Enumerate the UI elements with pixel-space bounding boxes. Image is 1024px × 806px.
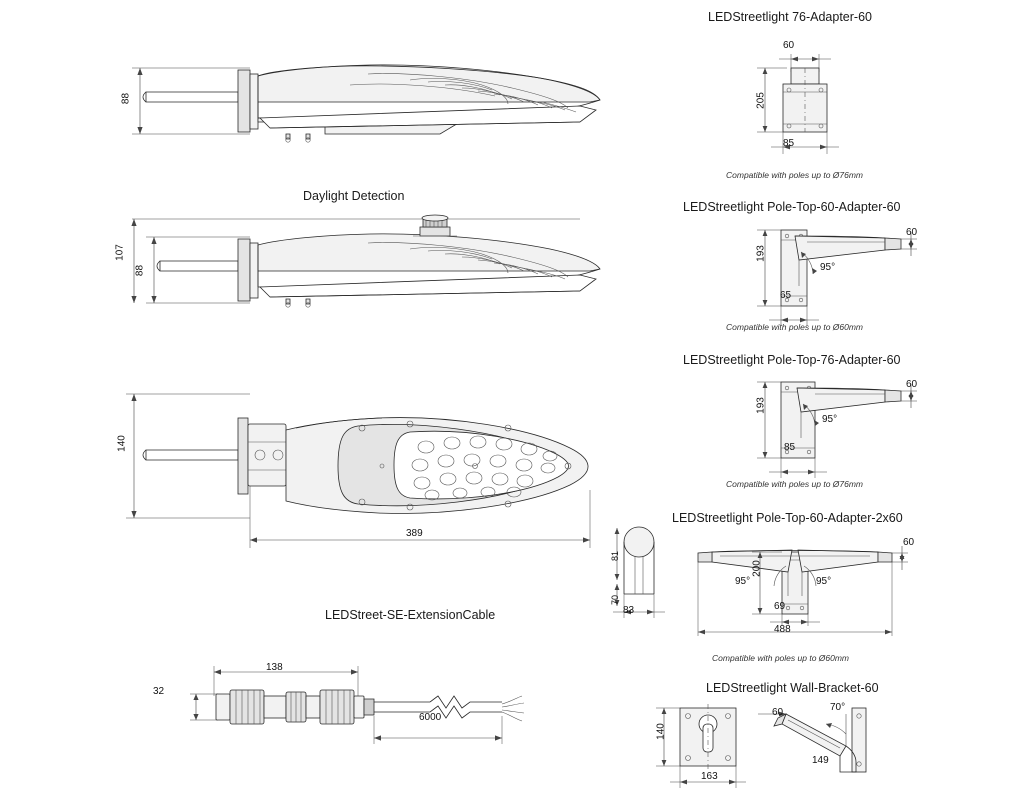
drawing-pole-top-60-adapter-60 bbox=[735, 222, 925, 332]
dim-section-70: 70 bbox=[610, 595, 620, 606]
dim-a4-200: 200 bbox=[751, 560, 763, 577]
dim-a3-60: 60 bbox=[906, 379, 918, 390]
note-pole-top-76-adapter-60: Compatible with poles up to Ø76mm bbox=[726, 479, 864, 489]
title-wall-bracket-60: LEDStreetlight Wall-Bracket-60 bbox=[706, 681, 879, 695]
dim-a4-angle-95-left: 95° bbox=[735, 576, 751, 587]
dim-a4-488: 488 bbox=[774, 624, 791, 635]
dim-section-83: 83 bbox=[623, 605, 635, 616]
drawing-wall-bracket-60 bbox=[640, 700, 900, 800]
dim-a3-angle-95: 95° bbox=[822, 414, 838, 425]
dim-cable-6000: 6000 bbox=[419, 712, 442, 723]
dim-a2-60: 60 bbox=[906, 227, 918, 238]
dim-a5-163: 163 bbox=[701, 771, 718, 782]
note-pole-top-60-adapter-2x60: Compatible with poles up to Ø60mm bbox=[712, 653, 850, 663]
dim-a5-60: 60 bbox=[772, 707, 784, 718]
dim-a5-149: 149 bbox=[812, 755, 829, 766]
note-adapter-76-60: Compatible with poles up to Ø76mm bbox=[726, 170, 864, 180]
title-daylight-detection: Daylight Detection bbox=[303, 189, 405, 203]
side-view-daylight bbox=[110, 205, 630, 330]
drawing-pole-top-60-adapter-2x60 bbox=[690, 530, 930, 640]
dim-a2-angle-95: 95° bbox=[820, 262, 836, 273]
top-view bbox=[110, 380, 630, 565]
dim-a1-85: 85 bbox=[783, 138, 795, 149]
title-adapter-76-60: LEDStreetlight 76-Adapter-60 bbox=[708, 10, 872, 24]
dim-cable-138: 138 bbox=[266, 662, 283, 673]
dim-section-81: 81 bbox=[610, 551, 620, 562]
dim-a3-85: 85 bbox=[784, 442, 796, 453]
title-pole-top-60-adapter-2x60: LEDStreetlight Pole-Top-60-Adapter-2x60 bbox=[672, 511, 903, 525]
title-pole-top-60-adapter-60: LEDStreetlight Pole-Top-60-Adapter-60 bbox=[683, 200, 901, 214]
extension-cable-view bbox=[130, 640, 530, 760]
dim-a2-193: 193 bbox=[755, 245, 767, 262]
side-view-standard bbox=[110, 30, 630, 150]
dim-side-height-88: 88 bbox=[120, 92, 132, 105]
dim-a5-140: 140 bbox=[655, 723, 667, 740]
dim-top-width-140: 140 bbox=[116, 435, 128, 452]
dim-daylight-height-107: 107 bbox=[114, 244, 126, 261]
dim-a2-65: 65 bbox=[780, 290, 792, 301]
dim-daylight-height-88: 88 bbox=[134, 264, 146, 277]
dim-top-length-389: 389 bbox=[406, 528, 423, 539]
dim-a1-60: 60 bbox=[783, 40, 795, 51]
title-extension-cable: LEDStreet-SE-ExtensionCable bbox=[325, 608, 496, 622]
dim-a4-69: 69 bbox=[774, 601, 786, 612]
dim-a3-193: 193 bbox=[755, 397, 767, 414]
drawing-pole-top-76-adapter-60 bbox=[735, 374, 925, 484]
dim-cable-32: 32 bbox=[153, 686, 165, 697]
dim-a4-60: 60 bbox=[903, 537, 915, 548]
dim-a1-205: 205 bbox=[755, 92, 767, 109]
title-pole-top-76-adapter-60: LEDStreetlight Pole-Top-76-Adapter-60 bbox=[683, 353, 901, 367]
dim-a4-angle-95-right: 95° bbox=[816, 576, 832, 587]
pole-section-detail bbox=[605, 522, 675, 627]
dim-a5-angle-70: 70° bbox=[830, 702, 846, 713]
note-pole-top-60-adapter-60: Compatible with poles up to Ø60mm bbox=[726, 322, 864, 332]
